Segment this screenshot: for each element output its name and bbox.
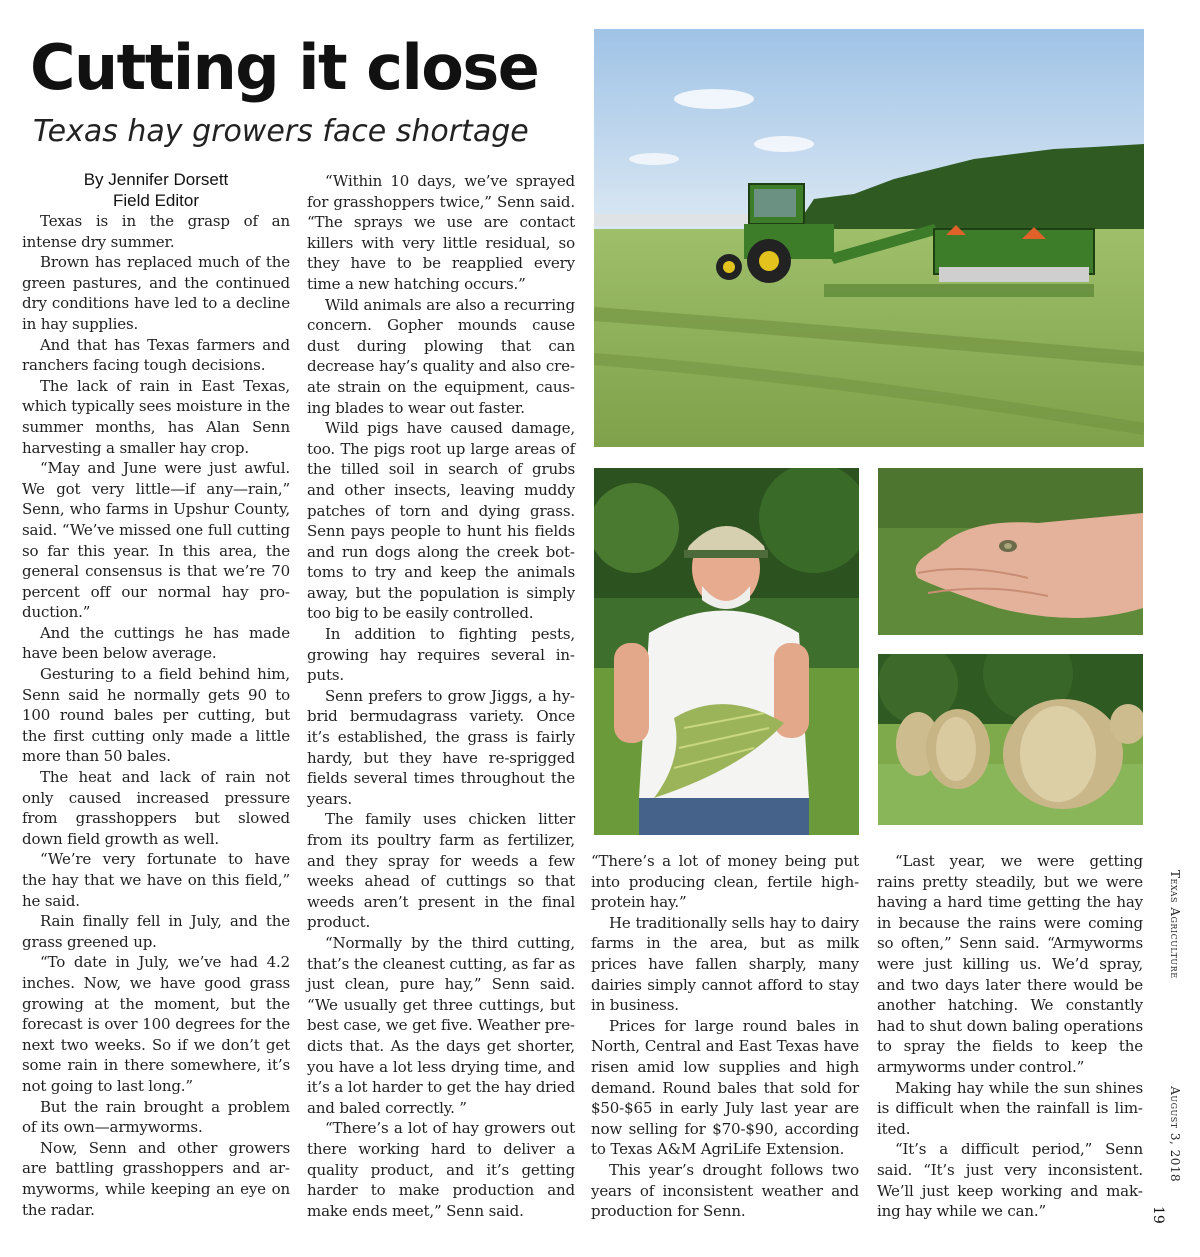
paragraph: Wild animals are also a recurring concern. Gopher mounds cause dust during plowing that can decrease hay’s quality and also create strain on the equipment, causing blades to wear out faster. — [307, 295, 575, 417]
paragraph: Gesturing to a field behind him, Senn said he normally gets 90 to 100 round bales per cutting, but the first cutting only made a little more than 50 bales. — [22, 665, 290, 766]
paragraph: “Last year, we were getting rains pretty steadily, but we were having a hard time getting the hay in because the rains were coming so often,” Senn said. “Armyworms were just killing us. We’d spray, and two days later there would be another hatching. We constantly had to shut down baling operations to spray the fields to keep the armyworms under control.” — [877, 852, 1143, 1076]
paragraph: Senn prefers to grow Jiggs, a hybrid bermudagrass variety. Once it’s established, the grass is fairly hardy, but they have re-sprigged fields several times throughout the years. — [307, 686, 575, 808]
paragraph: The family uses chicken litter from its poultry farm as fertilizer, and they spray for weeds a few weeks ahead of cuttings so that weeds aren’t present in the final product. — [307, 810, 575, 932]
byline-role: Field Editor — [113, 190, 199, 210]
issue-date: August 3, 2018 — [1168, 1086, 1182, 1183]
article-column-3 — [591, 851, 859, 1222]
subheadline: Texas hay growers face shortage — [33, 114, 529, 149]
publication-name: Texas Agriculture — [1168, 870, 1182, 979]
paragraph: He traditionally sells hay to dairy farms in the area, but as milk prices have fallen sharply, many dairies simply cannot afford to stay in business. — [591, 913, 859, 1015]
paragraph: Wild pigs have caused damage, too. The pigs root up large areas of the tilled soil in search of grubs and other insects, leaving muddy patches of torn and dying grass. Senn pays people to hunt his fields and run dogs along the creek bottoms to try and keep the animals away, but the population is simply too big to be easily controlled. — [307, 419, 575, 623]
round-hay-bales-photo — [878, 654, 1143, 825]
hand-with-armyworm-photo — [878, 468, 1143, 635]
headline: Cutting it close — [30, 31, 539, 104]
paragraph: “There’s a lot of money being put into producing clean, fertile high-protein hay.” — [591, 852, 859, 912]
paragraph: Texas is in the grasp of an intense dry summer. — [22, 212, 290, 251]
paragraph: Brown has replaced much of the green pastures, and the continued dry conditions have led to a decline in hay supplies. — [22, 253, 290, 333]
article-column-2 — [307, 171, 575, 1221]
page-number: 19 — [1150, 1206, 1166, 1224]
paragraph: In addition to fighting pests, growing hay requires several inputs. — [307, 625, 575, 685]
paragraph: “Normally by the third cutting, that’s the cleanest cutting, as far as just clean, pure hay,” Senn said. “We usually get three cuttings, but best case, we get five. Weather predicts that. As the days get shorter, you have a lot less drying time, and it’s a lot harder to get the hay dried and baled correctly. ” — [307, 933, 575, 1117]
paragraph: “There’s a lot of hay growers out there working hard to deliver a quality product, and it’s getting harder to make production and make ends meet,” Senn said. — [307, 1119, 575, 1220]
paragraph: This year’s drought follows two years of inconsistent weather and production for Senn. — [591, 1160, 859, 1221]
paragraph: Prices for large round bales in North, Central and East Texas have risen amid low supplies and high demand. Round bales that sold for $50-$65 in early July last year are now selling for $70-$90, according to Texas A&M AgriLife Extension. — [591, 1016, 859, 1159]
publication-sidebar — [1162, 870, 1182, 1183]
paragraph: “We’re very fortunate to have the hay that we have on this field,” he said. — [22, 850, 290, 910]
byline — [22, 170, 290, 211]
byline-author: By Jennifer Dorsett — [83, 170, 229, 189]
paragraph: “Within 10 days, we’ve sprayed for grasshoppers twice,” Senn said. “The sprays we use are contact killers with very little residual, so they have to be reapplied every time a new hatching occurs.” — [307, 172, 575, 293]
paragraph: The heat and lack of rain not only caused increased pressure from grasshoppers but slowed down field growth as well. — [22, 768, 290, 848]
paragraph: And the cuttings he has made have been below average. — [22, 623, 290, 663]
paragraph: Making hay while the sun shines is difficult when the rainfall is limited. — [877, 1078, 1143, 1138]
paragraph: Rain finally fell in July, and the grass greened up. — [22, 912, 290, 951]
paragraph: “May and June were just awful. We got very little—if any—rain,” Senn, who farms in Upshur County, said. “We’ve missed one full cutting so far this year. In this area, the general consensus is that we’re 70 percent off our normal hay production.” — [22, 459, 290, 622]
farmer-holding-hay-photo — [594, 468, 859, 835]
paragraph: “To date in July, we’ve had 4.2 inches. Now, we have good grass growing at the moment, but the forecast is over 100 degrees for the next two weeks. So if we don’t get some rain in there somewhere, it’s not going to last long.” — [22, 953, 290, 1095]
tractor-mowing-photo — [594, 29, 1144, 447]
article-column-1 — [22, 211, 290, 1220]
paragraph: “It’s a difficult period,” Senn said. “It’s just very inconsistent. We’ll just keep working and making hay while we can.” — [877, 1140, 1143, 1221]
paragraph: But the rain brought a problem of its own—armyworms. — [22, 1097, 290, 1137]
paragraph: The lack of rain in East Texas, which typically sees moisture in the summer months, has Alan Senn harvesting a smaller hay crop. — [22, 376, 290, 457]
article-column-4 — [877, 851, 1143, 1222]
paragraph: And that has Texas farmers and ranchers facing tough decisions. — [22, 335, 290, 375]
paragraph: Now, Senn and other growers are battling grasshoppers and armyworms, while keeping an eye on the radar. — [22, 1138, 290, 1219]
